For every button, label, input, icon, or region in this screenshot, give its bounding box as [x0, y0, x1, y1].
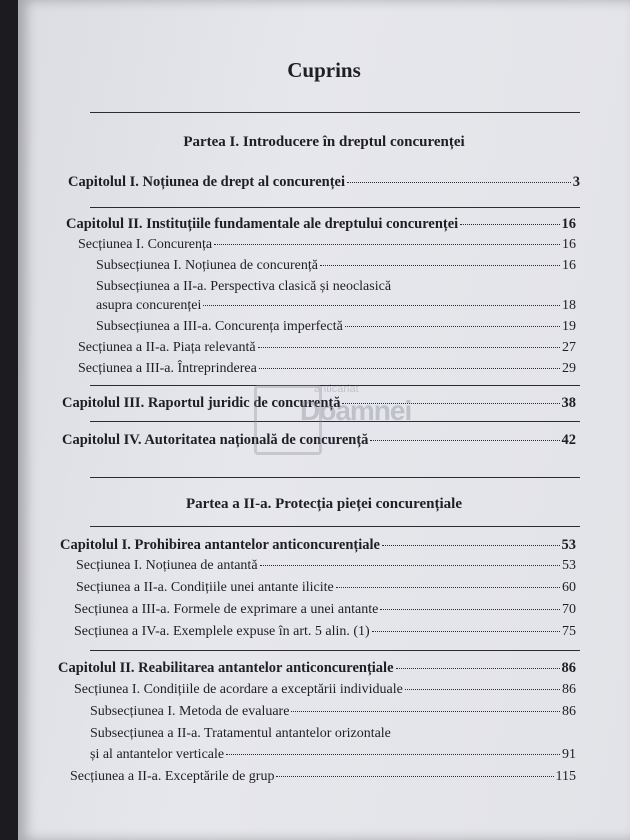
toc-entry-section[interactable]: [74, 624, 576, 640]
part-heading: Partea a II-a. Protecția pieței concurențiale: [185, 496, 463, 512]
toc-page-number: 53: [561, 537, 576, 553]
toc-page-number: 27: [562, 340, 576, 355]
toc-entry-chapter[interactable]: [58, 660, 576, 677]
toc-entry-label: Secțiunea I. Noțiunea de antantă: [76, 558, 258, 573]
toc-entry-subsection[interactable]: [96, 319, 576, 335]
toc-page-number: 16: [562, 258, 576, 273]
leader-dots: [380, 609, 560, 610]
toc-entry-chapter[interactable]: [66, 216, 576, 233]
divider: [90, 650, 580, 651]
leader-dots: [259, 368, 560, 369]
toc-entry-label-continued: asupra concurenței: [96, 298, 202, 313]
toc-page-number: 86: [561, 660, 576, 676]
leader-dots: [203, 305, 560, 306]
toc-entry-label: Secțiunea a IV-a. Exemplele expuse în art. 5 alin. (1): [74, 624, 370, 639]
toc-entry-label: Secțiunea a II-a. Piața relevantă: [78, 340, 256, 355]
leader-dots: [382, 545, 560, 546]
leader-dots: [226, 754, 560, 755]
leader-dots: [260, 565, 560, 566]
toc-page-number: 16: [562, 237, 576, 252]
toc-entry-label: Subsecțiunea a II-a. Perspectiva clasică și neoclasică: [96, 279, 392, 294]
toc-entry-label: Subsecțiunea a III-a. Concurența imperfectă: [96, 319, 343, 334]
toc-entry-subsection[interactable]: [90, 704, 576, 720]
toc-page-number: 18: [562, 298, 576, 313]
toc-entry-label: Capitolul I. Prohibirea antantelor anticoncurențiale: [60, 537, 380, 553]
toc-entry-label: Secțiunea a III-a. Întreprinderea: [78, 361, 257, 376]
leader-dots: [347, 182, 571, 183]
toc-page-number: 16: [561, 216, 576, 232]
watermark-text: anticariat: [314, 383, 359, 395]
toc-entry-label: Secțiunea I. Concurența: [78, 237, 213, 252]
toc-entry-section[interactable]: [78, 237, 576, 253]
leader-dots: [214, 244, 560, 245]
toc-page-number: 115: [555, 769, 576, 784]
watermark-text: Doamnei: [300, 395, 412, 426]
toc-page-number: 70: [562, 602, 576, 617]
leader-dots: [276, 776, 553, 777]
toc-entry-label: Capitolul IV. Autoritatea națională de concurență: [62, 432, 369, 448]
toc-page-number: 75: [562, 624, 576, 639]
toc-entry-section[interactable]: [70, 769, 576, 785]
page-title: Cuprins: [287, 58, 361, 82]
leader-dots: [320, 265, 560, 266]
part-heading: Partea I. Introducere în dreptul concurenței: [183, 134, 465, 150]
leader-dots: [258, 347, 560, 348]
toc-entry-subsection[interactable]: [96, 258, 576, 274]
toc-entry-subsection[interactable]: [96, 298, 576, 314]
toc-entry-label: Secțiunea a II-a. Exceptările de grup: [70, 769, 275, 784]
leader-dots: [336, 587, 560, 588]
toc-entry-label: Subsecțiunea a II-a. Tratamentul antantelor orizontale: [90, 726, 391, 741]
leader-dots: [370, 440, 559, 441]
toc-entry-section[interactable]: [74, 682, 576, 698]
divider: [90, 526, 580, 527]
toc-page-number: 60: [562, 580, 576, 595]
toc-entry-section[interactable]: [74, 602, 576, 618]
toc-page-number: 86: [562, 704, 576, 719]
toc-entry-label-continued: și al antantelor verticale: [90, 747, 225, 762]
leader-dots: [405, 689, 560, 690]
toc-entry-label: Subsecțiunea I. Noțiunea de concurență: [96, 258, 318, 273]
leader-dots: [291, 711, 560, 712]
toc-entry-label: Secțiunea I. Condițiile de acordare a exceptării individuale: [74, 682, 403, 697]
toc-entry-section[interactable]: [76, 558, 576, 574]
leader-dots: [460, 224, 559, 225]
toc-entry-label: Secțiunea a III-a. Formele de exprimare a unei antante: [74, 602, 379, 617]
toc-page-number: 42: [561, 432, 576, 448]
divider: [90, 112, 580, 113]
toc-entry-label: Capitolul II. Reabilitarea antantelor anticoncurențiale: [58, 660, 394, 676]
leader-dots: [345, 326, 560, 327]
toc-page-number: 53: [562, 558, 576, 573]
divider: [90, 207, 580, 208]
toc-page-number: 19: [562, 319, 576, 334]
toc-entry-label: Capitolul II. Instituțiile fundamentale ale dreptului concurenței: [66, 216, 459, 232]
toc-page-number: 38: [561, 395, 576, 411]
leader-dots: [372, 631, 560, 632]
toc-page-number: 3: [572, 174, 580, 190]
toc-entry-label: Secțiunea a II-a. Condițiile unei antante ilicite: [76, 580, 334, 595]
toc-entry-label: Subsecțiunea I. Metoda de evaluare: [90, 704, 290, 719]
toc-page-number: 86: [562, 682, 576, 697]
leader-dots: [396, 668, 560, 669]
toc-entry-label: Capitolul III. Raportul juridic de concurență: [62, 395, 341, 411]
toc-page-number: 29: [562, 361, 576, 376]
toc-entry-chapter[interactable]: [60, 537, 576, 554]
toc-page-number: 91: [562, 747, 576, 762]
toc-entry-chapter[interactable]: [68, 174, 580, 191]
toc-entry-section[interactable]: [78, 340, 576, 356]
toc-entry-subsection[interactable]: [90, 747, 576, 763]
book-page: [18, 0, 630, 840]
watermark-logo: [254, 383, 412, 455]
toc-entry-section[interactable]: [78, 361, 576, 377]
divider: [90, 477, 580, 478]
toc-entry-label: Capitolul I. Noțiunea de drept al concurenței: [68, 174, 345, 190]
toc-entry-section[interactable]: [76, 580, 576, 596]
